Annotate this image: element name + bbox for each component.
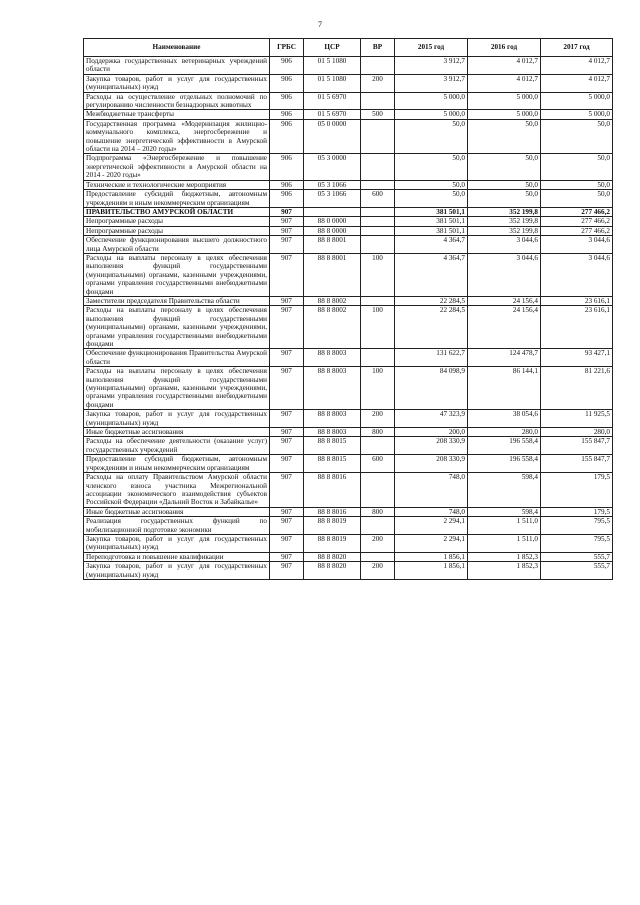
cell-csr: 05 3 1066 — [304, 180, 361, 189]
cell-vr: 200 — [361, 534, 395, 552]
cell-name: Поддержка государственных ветеринарных учреждений области — [84, 57, 270, 75]
cell-2017: 280,0 — [541, 428, 613, 437]
cell-2017: 11 925,5 — [541, 410, 613, 428]
cell-name: Иные бюджетные ассигнования — [84, 428, 270, 437]
cell-csr: 01 5 1080 — [304, 57, 361, 75]
cell-vr — [361, 437, 395, 455]
cell-grbs: 907 — [270, 552, 304, 561]
cell-2017: 155 847,7 — [541, 437, 613, 455]
cell-vr — [361, 236, 395, 254]
cell-grbs: 907 — [270, 367, 304, 410]
cell-name: Закупка товаров, работ и услуг для государственных (муниципальных) нужд — [84, 74, 270, 92]
cell-csr: 88 8 8001 — [304, 253, 361, 296]
cell-vr: 500 — [361, 110, 395, 119]
cell-vr: 200 — [361, 410, 395, 428]
table-row — [84, 306, 613, 349]
cell-2015: 22 284,5 — [395, 296, 468, 305]
cell-grbs: 907 — [270, 517, 304, 535]
header-2015: 2015 год — [395, 39, 468, 57]
cell-2016: 196 558,4 — [468, 437, 541, 455]
cell-2016: 352 199,8 — [468, 207, 541, 216]
cell-2015: 3 912,7 — [395, 74, 468, 92]
cell-vr: 600 — [361, 455, 395, 473]
cell-2015: 131 622,7 — [395, 349, 468, 367]
cell-vr — [361, 296, 395, 305]
cell-vr — [361, 180, 395, 189]
table-row — [84, 410, 613, 428]
cell-name: Предоставление субсидий бюджетным, автономным учреждениям и иным некоммерческим организациям — [84, 455, 270, 473]
cell-name: Реализация государственных функций по мобилизационной подготовке экономики — [84, 517, 270, 535]
cell-2016: 598,4 — [468, 507, 541, 516]
table-row — [84, 253, 613, 296]
cell-2015: 208 330,9 — [395, 455, 468, 473]
table-row — [84, 296, 613, 305]
cell-grbs: 907 — [270, 507, 304, 516]
cell-2015: 47 323,9 — [395, 410, 468, 428]
cell-2015: 2 294,1 — [395, 534, 468, 552]
table-row — [84, 180, 613, 189]
cell-2017: 795,5 — [541, 534, 613, 552]
cell-csr: 88 8 8020 — [304, 552, 361, 561]
cell-name: Обеспечение функционирования высшего должностного лица Амурской области — [84, 236, 270, 254]
table-row — [84, 437, 613, 455]
cell-grbs: 906 — [270, 154, 304, 180]
cell-2017: 179,5 — [541, 473, 613, 508]
cell-2017: 3 044,6 — [541, 236, 613, 254]
cell-2017: 50,0 — [541, 154, 613, 180]
cell-grbs: 907 — [270, 428, 304, 437]
cell-2017: 795,5 — [541, 517, 613, 535]
cell-2017: 277 466,2 — [541, 217, 613, 226]
cell-vr — [361, 473, 395, 508]
cell-csr: 88 8 8003 — [304, 367, 361, 410]
header-name: Наименование — [84, 39, 270, 57]
cell-vr: 800 — [361, 507, 395, 516]
cell-2015: 4 364,7 — [395, 253, 468, 296]
cell-csr: 88 8 8003 — [304, 349, 361, 367]
cell-csr: 01 5 6970 — [304, 110, 361, 119]
cell-vr — [361, 119, 395, 154]
cell-2015: 2 294,1 — [395, 517, 468, 535]
cell-name: Закупка товаров, работ и услуг для государственных (муниципальных) нужд — [84, 562, 270, 580]
table-row — [84, 190, 613, 208]
cell-name: Межбюджетные трансферты — [84, 110, 270, 119]
cell-2015: 381 501,1 — [395, 226, 468, 235]
cell-csr: 88 8 8019 — [304, 517, 361, 535]
cell-name: Предоставление субсидий бюджетным, автономным учреждениям и иным некоммерческим организациям — [84, 190, 270, 208]
table-row — [84, 207, 613, 216]
cell-2015: 50,0 — [395, 154, 468, 180]
cell-2017: 5 000,0 — [541, 110, 613, 119]
cell-name: Переподготовка и повышение квалификации — [84, 552, 270, 561]
cell-csr: 88 8 8001 — [304, 236, 361, 254]
cell-vr — [361, 92, 395, 110]
cell-2016: 50,0 — [468, 180, 541, 189]
cell-2017: 155 847,7 — [541, 455, 613, 473]
cell-grbs: 907 — [270, 296, 304, 305]
cell-2015: 84 098,9 — [395, 367, 468, 410]
cell-grbs: 907 — [270, 562, 304, 580]
cell-2015: 748,0 — [395, 507, 468, 516]
cell-name: Расходы на выплаты персоналу в целях обеспечения выполнения функций государственными (муниципальными) органами, казенными учреждениями, органами управления государственными внебюджетными фондами — [84, 253, 270, 296]
cell-2016: 1 852,3 — [468, 552, 541, 561]
cell-2017: 3 044,6 — [541, 253, 613, 296]
cell-2015: 5 000,0 — [395, 92, 468, 110]
cell-2016: 598,4 — [468, 473, 541, 508]
cell-csr: 88 8 8020 — [304, 562, 361, 580]
header-grbs: ГРБС — [270, 39, 304, 57]
cell-grbs: 907 — [270, 207, 304, 216]
table-row — [84, 226, 613, 235]
cell-name: Расходы на оплату Правительством Амурской области членского взноса участника Межрегиональной ассоциации экономического взаимодействия субъектов Российской Федерации «Дальний Восток и Забайкалье» — [84, 473, 270, 508]
cell-csr: 88 8 8015 — [304, 455, 361, 473]
cell-grbs: 906 — [270, 119, 304, 154]
cell-grbs: 906 — [270, 110, 304, 119]
cell-name: Расходы на осуществление отдельных полномочий по регулированию численности безнадзорных животных — [84, 92, 270, 110]
cell-csr: 88 8 8003 — [304, 428, 361, 437]
table-row — [84, 473, 613, 508]
cell-name: ПРАВИТЕЛЬСТВО АМУРСКОЙ ОБЛАСТИ — [84, 207, 270, 216]
cell-vr — [361, 217, 395, 226]
cell-2016: 24 156,4 — [468, 306, 541, 349]
cell-2016: 4 012,7 — [468, 74, 541, 92]
cell-csr: 01 5 1080 — [304, 74, 361, 92]
cell-2015: 5 000,0 — [395, 110, 468, 119]
cell-csr: 88 8 8016 — [304, 473, 361, 508]
cell-2016: 3 044,6 — [468, 236, 541, 254]
cell-vr: 100 — [361, 253, 395, 296]
cell-vr: 600 — [361, 190, 395, 208]
cell-2017: 555,7 — [541, 552, 613, 561]
cell-csr: 01 5 6970 — [304, 92, 361, 110]
cell-vr — [361, 226, 395, 235]
cell-grbs: 907 — [270, 236, 304, 254]
cell-2016: 3 044,6 — [468, 253, 541, 296]
cell-2017: 81 221,6 — [541, 367, 613, 410]
cell-name: Расходы на выплаты персоналу в целях обеспечения выполнения функций государственными (муниципальными) органами, казенными учреждениями, органами управления государственными внебюджетными фондами — [84, 367, 270, 410]
cell-2017: 4 012,7 — [541, 57, 613, 75]
cell-2015: 381 501,1 — [395, 217, 468, 226]
table-row — [84, 562, 613, 580]
table-row — [84, 57, 613, 75]
cell-grbs: 907 — [270, 534, 304, 552]
cell-name: Государственная программа «Модернизация жилищно-коммунального комплекса, энергосбережение и повышение энергетической эффективности в Амурской области на 2014 – 2020 годы» — [84, 119, 270, 154]
cell-grbs: 907 — [270, 455, 304, 473]
cell-name: Непрограммные расходы — [84, 226, 270, 235]
cell-2016: 24 156,4 — [468, 296, 541, 305]
cell-name: Расходы на выплаты персоналу в целях обеспечения выполнения функций государственными (муниципальными) органами, казенными учреждениями, органами управления государственными внебюджетными фондами — [84, 306, 270, 349]
header-2017: 2017 год — [541, 39, 613, 57]
cell-2015: 1 856,1 — [395, 552, 468, 561]
cell-grbs: 907 — [270, 437, 304, 455]
cell-2015: 3 912,7 — [395, 57, 468, 75]
table-row — [84, 119, 613, 154]
table-row — [84, 154, 613, 180]
cell-2015: 200,0 — [395, 428, 468, 437]
cell-2015: 22 284,5 — [395, 306, 468, 349]
cell-name: Подпрограмма «Энергосбережение и повышение энергетической эффективности в Амурской области на 2014 - 2020 годы» — [84, 154, 270, 180]
cell-2016: 1 852,3 — [468, 562, 541, 580]
cell-vr — [361, 349, 395, 367]
header-csr: ЦСР — [304, 39, 361, 57]
cell-2016: 124 478,7 — [468, 349, 541, 367]
cell-csr: 88 8 8019 — [304, 534, 361, 552]
cell-name: Расходы на обеспечение деятельности (оказание услуг) государственных учреждений — [84, 437, 270, 455]
cell-name: Заместители председателя Правительства области — [84, 296, 270, 305]
cell-vr: 200 — [361, 562, 395, 580]
cell-2016: 50,0 — [468, 154, 541, 180]
cell-2017: 277 466,2 — [541, 207, 613, 216]
table-row — [84, 217, 613, 226]
cell-2016: 38 054,6 — [468, 410, 541, 428]
cell-2016: 1 511,0 — [468, 517, 541, 535]
table-row — [84, 507, 613, 516]
cell-2017: 50,0 — [541, 119, 613, 154]
page-number: 7 — [318, 20, 322, 29]
cell-2017: 23 616,1 — [541, 306, 613, 349]
cell-grbs: 907 — [270, 226, 304, 235]
cell-2017: 50,0 — [541, 190, 613, 208]
cell-grbs: 907 — [270, 410, 304, 428]
cell-2017: 4 012,7 — [541, 74, 613, 92]
cell-2017: 179,5 — [541, 507, 613, 516]
cell-2015: 1 856,1 — [395, 562, 468, 580]
cell-2017: 277 466,2 — [541, 226, 613, 235]
cell-csr — [304, 207, 361, 216]
cell-grbs: 906 — [270, 57, 304, 75]
cell-vr: 100 — [361, 367, 395, 410]
cell-csr: 88 8 0000 — [304, 226, 361, 235]
table-row — [84, 455, 613, 473]
cell-vr: 800 — [361, 428, 395, 437]
cell-2016: 5 000,0 — [468, 92, 541, 110]
cell-2015: 4 364,7 — [395, 236, 468, 254]
cell-2017: 23 616,1 — [541, 296, 613, 305]
cell-grbs: 906 — [270, 74, 304, 92]
header-2016: 2016 год — [468, 39, 541, 57]
header-vr: ВР — [361, 39, 395, 57]
cell-grbs: 906 — [270, 180, 304, 189]
cell-csr: 05 0 0000 — [304, 119, 361, 154]
cell-2017: 5 000,0 — [541, 92, 613, 110]
cell-grbs: 907 — [270, 349, 304, 367]
table-row — [84, 534, 613, 552]
cell-grbs: 907 — [270, 253, 304, 296]
cell-vr — [361, 207, 395, 216]
table-row — [84, 236, 613, 254]
cell-2016: 352 199,8 — [468, 217, 541, 226]
cell-csr: 88 8 8003 — [304, 410, 361, 428]
cell-csr: 05 3 1066 — [304, 190, 361, 208]
cell-2016: 86 144,1 — [468, 367, 541, 410]
table-row — [84, 349, 613, 367]
cell-grbs: 906 — [270, 92, 304, 110]
cell-2016: 280,0 — [468, 428, 541, 437]
cell-2016: 4 012,7 — [468, 57, 541, 75]
cell-vr — [361, 154, 395, 180]
table-row — [84, 517, 613, 535]
cell-2017: 555,7 — [541, 562, 613, 580]
cell-vr — [361, 552, 395, 561]
cell-name: Закупка товаров, работ и услуг для государственных (муниципальных) нужд — [84, 410, 270, 428]
cell-2015: 50,0 — [395, 119, 468, 154]
cell-csr: 88 8 8015 — [304, 437, 361, 455]
table-row — [84, 552, 613, 561]
table-row — [84, 74, 613, 92]
cell-name: Обеспечение функционирования Правительства Амурской области — [84, 349, 270, 367]
cell-csr: 88 8 8002 — [304, 296, 361, 305]
table-header-row — [84, 39, 613, 57]
cell-csr: 05 3 0000 — [304, 154, 361, 180]
cell-grbs: 907 — [270, 473, 304, 508]
cell-name: Иные бюджетные ассигнования — [84, 507, 270, 516]
cell-name: Технические и технологические мероприятия — [84, 180, 270, 189]
cell-csr: 88 8 8016 — [304, 507, 361, 516]
cell-2015: 381 501,1 — [395, 207, 468, 216]
table-row — [84, 367, 613, 410]
cell-name: Закупка товаров, работ и услуг для государственных (муниципальных) нужд — [84, 534, 270, 552]
cell-2015: 50,0 — [395, 180, 468, 189]
table-row — [84, 92, 613, 110]
cell-vr: 100 — [361, 306, 395, 349]
cell-2016: 50,0 — [468, 119, 541, 154]
cell-2015: 50,0 — [395, 190, 468, 208]
cell-vr — [361, 57, 395, 75]
cell-2015: 748,0 — [395, 473, 468, 508]
cell-name: Непрограммные расходы — [84, 217, 270, 226]
cell-2016: 196 558,4 — [468, 455, 541, 473]
cell-grbs: 907 — [270, 217, 304, 226]
cell-2016: 50,0 — [468, 190, 541, 208]
cell-grbs: 906 — [270, 190, 304, 208]
cell-2016: 5 000,0 — [468, 110, 541, 119]
cell-grbs: 907 — [270, 306, 304, 349]
cell-vr: 200 — [361, 74, 395, 92]
cell-vr — [361, 517, 395, 535]
cell-csr: 88 0 0000 — [304, 217, 361, 226]
cell-2015: 208 330,9 — [395, 437, 468, 455]
table-row — [84, 428, 613, 437]
cell-2017: 93 427,1 — [541, 349, 613, 367]
cell-2016: 352 199,8 — [468, 226, 541, 235]
table-row — [84, 110, 613, 119]
cell-2016: 1 511,0 — [468, 534, 541, 552]
cell-csr: 88 8 8002 — [304, 306, 361, 349]
cell-2017: 50,0 — [541, 180, 613, 189]
budget-table — [83, 38, 613, 580]
